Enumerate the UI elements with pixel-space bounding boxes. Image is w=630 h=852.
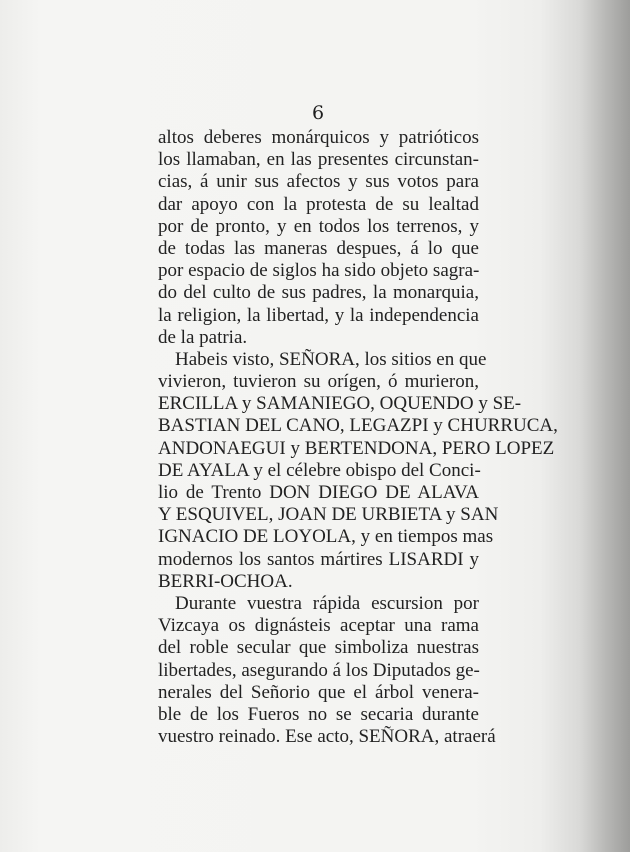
text-line: Vizcaya os dignásteis aceptar una rama [158,615,479,637]
text-line: modernos los santos mártires LISARDI y [158,548,479,570]
text-line: del roble secular que simboliza nuestras [158,637,479,659]
text-line: dar apoyo con la protesta de su lealtad [158,193,479,215]
text-line: vivieron, tuvieron su orígen, ó murieron, [158,371,479,393]
text-line: nerales del Señorio que el árbol venera- [158,681,479,703]
text-line: ANDONAEGUI y BERTENDONA, PERO LOPEZ [158,437,555,459]
text-line: la religion, la libertad, y la independencia [158,304,479,326]
text-line: do del culto de sus padres, la monarquia, [158,282,479,304]
text-line: ble de los Fueros no se secaria durante [158,703,479,725]
text-line: DE AYALA y el célebre obispo del Conci- [158,459,481,481]
text-line: libertades, asegurando á los Diputados ge- [158,659,480,681]
body-text [158,127,558,748]
text-line: por de pronto, y en todos los terrenos, y [158,215,479,237]
text-line: Habeis visto, SEÑORA, los sitios en que [175,348,487,370]
text-line: de la patria. [158,326,248,348]
text-line: BASTIAN DEL CANO, LEGAZPI y CHURRUCA, [158,415,558,437]
text-line: altos deberes monárquicos y patrióticos [158,127,479,148]
text-line: por espacio de siglos ha sido objeto sagra- [158,260,480,282]
text-line: BERRI-OCHOA. [158,570,293,592]
text-line: ERCILLA y SAMANIEGO, OQUENDO y SE- [158,393,522,415]
text-line: IGNACIO DE LOYOLA, y en tiempos mas [158,526,494,548]
text-line: vuestro reinado. Ese acto, SEÑORA, atraerá [158,726,496,748]
text-line: cias, á unir sus afectos y sus votos para [158,171,479,193]
page-number: 6 [311,102,325,124]
text-line: los llamaban, en las presentes circunstan- [158,149,479,171]
text-line: Y ESQUIVEL, JOAN DE URBIETA y SAN [158,504,499,526]
text-line: de todas las maneras despues, á lo que [158,237,479,259]
text-line: lio de Trento DON DIEGO DE ALAVA [158,482,479,503]
text-line: Durante vuestra rápida escursion por [175,592,479,614]
